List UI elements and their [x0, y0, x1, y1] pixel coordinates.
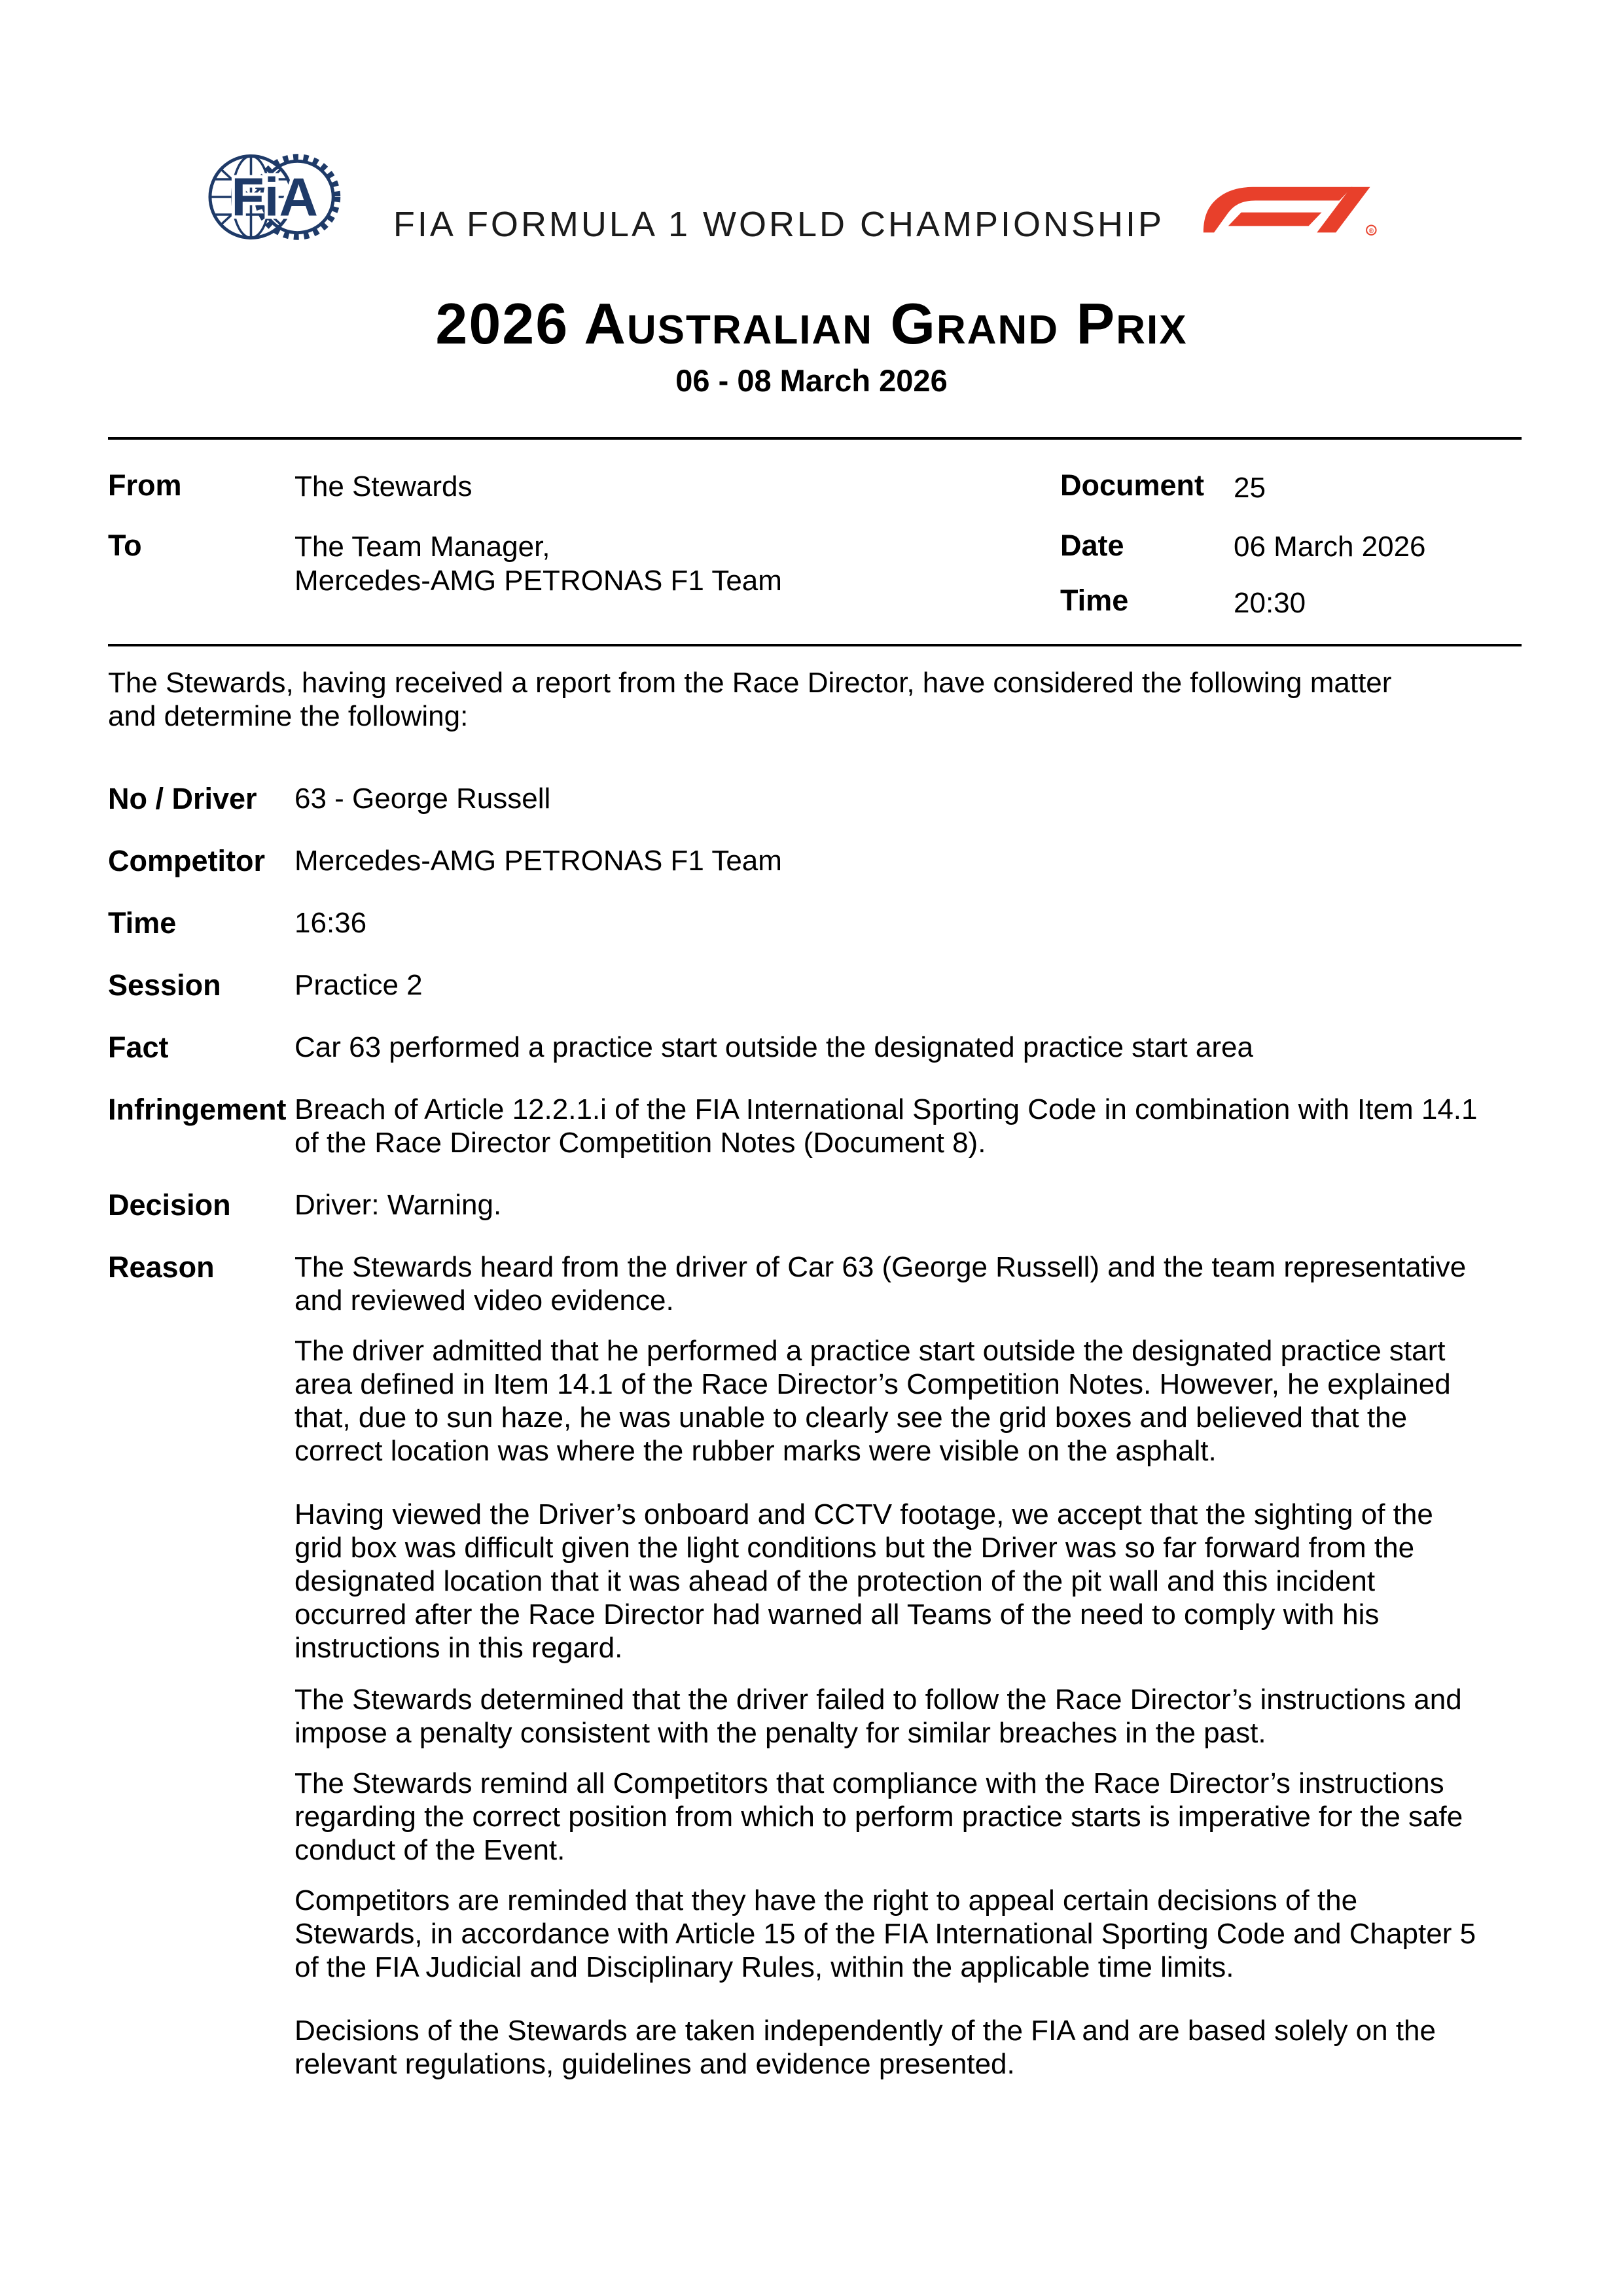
reason-paragraph: The Stewards heard from the driver of Car 63 (George Russell) and the team representative and reviewed video evidence. — [294, 1251, 1467, 1316]
date-label: Date — [1060, 529, 1124, 562]
no-driver-value: 63 - George Russell — [294, 783, 551, 815]
reason-paragraph: Having viewed the Driver’s onboard and CCTV footage, we accept that the sighting of the grid box was difficult given the light conditions but the Driver was so far forward from the designated location that it was ahead of the protection of the pit wall and this incident occurred after the Race Director had warned all Teams of the need to comply with his instructions in this regard. — [294, 1498, 1433, 1664]
time-label: Time — [1060, 584, 1129, 617]
page-title: 2026 Australian Grand Prix — [435, 291, 1188, 356]
f1-logo-f-midbar — [1228, 213, 1322, 226]
date-value: 06 March 2026 — [1234, 531, 1426, 563]
fact-value: Car 63 performed a practice start outside the designated practice start area — [294, 1031, 1253, 1063]
detail-row-no-driver — [108, 782, 1561, 815]
championship-tagline: FIA FORMULA 1 WORLD CHAMPIONSHIP — [393, 205, 1165, 244]
correspondence-block — [0, 437, 1623, 644]
from-value: The Stewards — [294, 470, 473, 503]
session-value: Practice 2 — [294, 969, 423, 1001]
incident-time-label: Time — [108, 906, 177, 940]
f1-logo — [1196, 164, 1380, 256]
reason-paragraph: Competitors are reminded that they have the right to appeal certain decisions of the Stewards, in accordance with Article 15 of the FIA International Sporting Code and Chapter 5 of the FIA Judicial and Disciplinary Rules, within the applicable time limits. — [294, 1884, 1476, 1983]
to-value-line2: Mercedes-AMG PETRONAS F1 Team — [294, 565, 782, 597]
detail-row-competitor — [108, 844, 1561, 877]
detail-row-infringement — [108, 1093, 1561, 1159]
session-label: Session — [108, 968, 221, 1002]
divider-bottom — [108, 644, 1522, 646]
incident-time-value: 16:36 — [294, 907, 367, 939]
from-label: From — [108, 468, 182, 502]
registered-trademark-icon — [1366, 225, 1376, 234]
time-value: 20:30 — [1234, 587, 1306, 619]
competitor-label: Competitor — [108, 844, 265, 877]
fia-logo-letters: FiA — [231, 167, 319, 228]
reason-paragraph: The driver admitted that he performed a practice start outside the designated practice start area defined in Item 14.1 of the Race Director’s Competition Notes. However, he explained that, due to sun haze, he was unable to clearly see the grid boxes and believed that the correct location was where the rubber marks were visible on the asphalt. — [294, 1335, 1451, 1467]
infringement-label: Infringement — [108, 1093, 287, 1126]
infringement-value: Breach of Article 12.2.1.i of the FIA International Sporting Code in combination with Item 14.1 of the Race Director Competition Notes (Document 8). — [294, 1093, 1478, 1159]
document-number: 25 — [1234, 472, 1266, 504]
detail-row-time — [108, 906, 1561, 940]
fact-label: Fact — [108, 1031, 169, 1064]
reason-value — [294, 1250, 1486, 2098]
fia-logo — [207, 149, 342, 245]
detail-row-session — [108, 968, 1561, 1002]
reason-paragraph: The Stewards determined that the driver failed to follow the Race Director’s instructions and impose a penalty consistent with the penalty for similar breaches in the past. — [294, 1684, 1462, 1749]
reason-paragraph: The Stewards remind all Competitors that compliance with the Race Director’s instructions regarding the correct position from which to perform practice starts is imperative for the safe conduct of the Event. — [294, 1767, 1463, 1866]
detail-row-reason — [108, 1250, 1561, 2098]
to-label: To — [108, 529, 142, 562]
intro-paragraph: The Stewards, having received a report from the Race Director, have considered the following matter and determine the following: — [108, 667, 1392, 732]
svg-text:®: ® — [1368, 227, 1374, 235]
decision-body — [108, 666, 1561, 2127]
detail-row-fact — [108, 1031, 1561, 1064]
reason-paragraph: Decisions of the Stewards are taken independently of the FIA and are based solely on the relevant regulations, guidelines and evidence presented. — [294, 2015, 1436, 2080]
document-label: Document — [1060, 468, 1205, 502]
decision-label: Decision — [108, 1188, 231, 1222]
to-value-line1: The Team Manager, — [294, 531, 550, 563]
reason-label: Reason — [108, 1250, 215, 1284]
competitor-value: Mercedes-AMG PETRONAS F1 Team — [294, 845, 782, 877]
event-dates: 06 - 08 March 2026 — [675, 363, 948, 398]
decision-value: Driver: Warning. — [294, 1189, 502, 1221]
detail-row-decision — [108, 1188, 1561, 1222]
to-value — [294, 530, 782, 598]
no-driver-label: No / Driver — [108, 782, 257, 815]
